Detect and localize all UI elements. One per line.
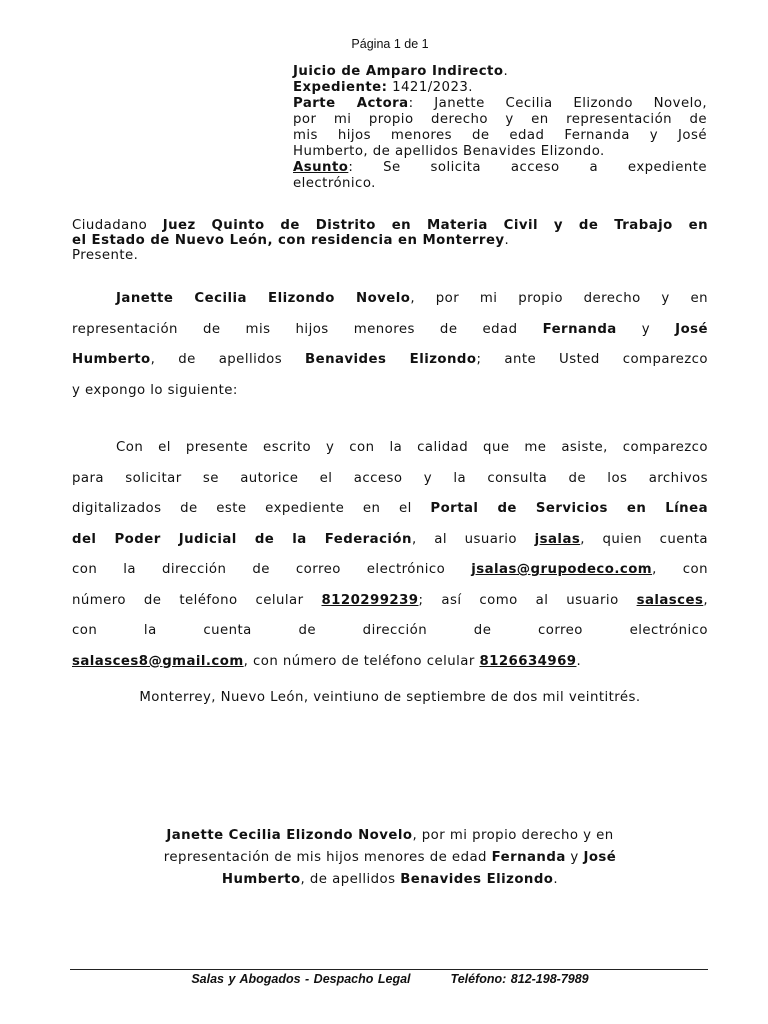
signatory-name: Janette Cecilia Elizondo Novelo bbox=[166, 828, 413, 843]
phone-number-1: 8120299239 bbox=[321, 592, 419, 608]
file-number: 1421/2023. bbox=[387, 80, 473, 95]
date-line: Monterrey, Nuevo León, veintiuno de septiembre de dos mil veintitrés. bbox=[139, 690, 641, 705]
case-header: Juicio de Amparo Indirecto. Expediente: 1421/2023. Parte Actora: Janette Cecilia Elizondo Novelo, por mi propio derecho y en representación de mis hijos menores de edad Fernanda y José Humberto, de apellidos Benavides Elizondo. Asunto: Se solicita acceso a expediente electrónico. bbox=[293, 64, 707, 191]
username-salasces: salasces bbox=[636, 592, 704, 608]
portal-name: Portal de Servicios en Línea bbox=[430, 501, 708, 516]
firm-phone: Teléfono: 812-198-7989 bbox=[450, 972, 589, 986]
signature-block: Janette Cecilia Elizondo Novelo, por mi propio derecho y en representación de mis hijos menores de edad Fernanda y José Humberto, de apellidos Benavides Elizondo. bbox=[163, 828, 617, 887]
page-number: Página 1 de 1 bbox=[351, 37, 429, 51]
case-type: Juicio de Amparo Indirecto bbox=[293, 64, 504, 79]
email-link-2[interactable]: salasces8@gmail.com bbox=[72, 653, 244, 669]
firm-name: Salas y Abogados - Despacho Legal bbox=[191, 972, 411, 986]
subject-label: Asunto bbox=[293, 160, 349, 175]
judge-title: Juez Quinto de Distrito en Materia Civil y de Trabajo en bbox=[162, 218, 708, 233]
intro-paragraph: Janette Cecilia Elizondo Novelo, por mi propio derecho y en representación de mis hijos menores de edad Fernanda y José Humberto, de apellidos Benavides Elizondo; ante Usted comparezco y expongo lo siguiente: bbox=[72, 291, 708, 398]
username-jsalas: jsalas bbox=[534, 531, 581, 547]
email-link-1[interactable]: jsalas@grupodeco.com bbox=[471, 562, 653, 577]
plaintiff-label: Parte Actora bbox=[293, 96, 409, 111]
file-number-line bbox=[293, 80, 707, 96]
subject-line: Asunto: Se solicita acceso a expediente bbox=[293, 160, 707, 175]
footer-divider bbox=[70, 969, 708, 970]
request-paragraph: Con el presente escrito y con la calidad que me asiste, comparezco para solicitar se autorice el acceso y la consulta de los archivos digitalizados de este expediente en el Portal de Servicios en Línea del Poder Judicial de la Federación, al usuario jsalas, quien cuenta con la dirección de correo electrónico jsalas@grupodeco.com, con número de teléfono celular 8120299239; así como al usuario salasces, con la cuenta de dirección de correo electrónico salasces8@gmail.com, con número de teléfono celular 8126634969. bbox=[72, 440, 709, 669]
phone-number-2: 8126634969 bbox=[479, 653, 577, 669]
footer bbox=[0, 972, 768, 986]
case-type-line: Juicio de Amparo Indirecto. bbox=[293, 64, 509, 79]
presente: Presente. bbox=[72, 248, 139, 263]
file-label: Expediente: bbox=[293, 80, 388, 95]
plaintiff-line: Parte Actora: Janette Cecilia Elizondo Novelo, bbox=[293, 96, 707, 111]
addressee: Ciudadano Juez Quinto de Distrito en Materia Civil y de Trabajo en el Estado de Nuevo León, con residencia en Monterrey. Presente. bbox=[72, 218, 708, 263]
